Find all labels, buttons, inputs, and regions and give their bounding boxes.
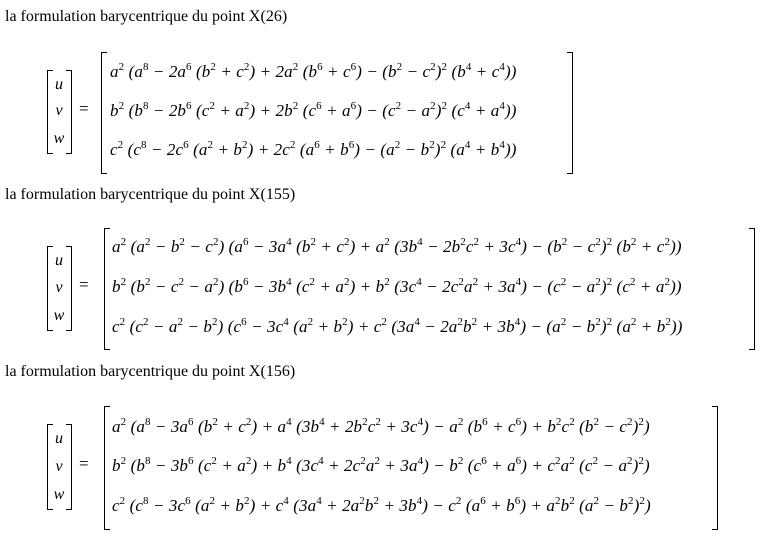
equation-row-v: $b^2$ $(b^2 - c^2 - a^2) (b^6 - 3b^4$ $(c^2 + a^2) + b^2$ $(3c^4 - 2c^2a^2 + 3a^4) - (c^2 - a^2)^2$ $(c^2 + a^2)$) [112,276,682,296]
matrix-right-bracket [567,52,573,174]
equation-row-v: $b^2$ ($b^8 - 2b^6$ $(c^2 + a^2) + 2b^2$ $(c^6 + a^6) - (c^2 - a^2)^2$ $(c^4 + a^4)$) [110,100,517,120]
vector-right-bracket [66,70,72,154]
vector-w: w [53,486,65,503]
vector-w: w [53,130,65,147]
vector-uvw [52,424,66,508]
equation-row-w: $c^2$ $(c^2 - a^2 - b^2) (c^6 - 3c^4$ $(a^2 + b^2) + c^2$ $(3a^4 - 2a^2b^2 + 3b^4) - (a^2 - b^2)^2$ $(a^2 + b^2)$) [112,316,683,336]
equation-row-u: $a^2$ ($a^8 - 2a^6$ $(b^2 + c^2) + 2a^2$ $(b^6 + c^6) - (b^2 - c^2)^2$ $(b^4 + c^4)$) [110,61,517,81]
vector-u: u [55,252,63,269]
vector-uvw [52,70,66,152]
equals-sign: = [79,275,89,294]
vector-right-bracket [66,424,72,510]
vector-w: w [53,307,65,324]
matrix-right-bracket [749,228,755,350]
vector-u: u [55,430,63,447]
equation-row-u: $a^2$ $(a^2 - b^2 - c^2) (a^6 - 3a^4$ $(b^2 + c^2) + a^2$ $(3b^4 - 2b^2c^2 + 3c^4) - (b^2 - c^2)^2$ $(b^2 + c^2)$) [112,236,682,256]
equation-row-w: $c^2$ ($c^8 - 3c^6$ $(a^2 + b^2) + c^4$ $(3a^4 + 2a^2b^2 + 3b^4) - c^2$ $(a^6 + b^6) + a^2b^2$ $(a^2 - b^2)^2$) [112,495,651,515]
section-heading-x155: la formulation barycentrique du point X(155) [5,186,296,203]
matrix-left-bracket [101,52,107,174]
section-heading-x156: la formulation barycentrique du point X(156) [5,363,296,380]
section-heading-x26: la formulation barycentrique du point X(26) [5,8,288,25]
equals-sign: = [79,99,89,118]
vector-right-bracket [66,246,72,331]
vector-v: v [55,102,63,119]
vector-uvw [52,246,66,329]
equation-row-v: $b^2$ ($b^8 - 3b^6$ $(c^2 + a^2) + b^4$ $(3c^4 + 2c^2a^2 + 3a^4) - b^2$ $(c^6 + a^6) + c^2a^2$ $(c^2 - a^2)^2$) [112,455,650,475]
equation-row-w: $c^2$ ($c^8 - 2c^6$ $(a^2 + b^2) + 2c^2$ $(a^6 + b^6) - (a^2 - b^2)^2$ $(a^4 + b^4)$) [110,139,517,159]
vector-v: v [55,279,63,296]
equation-row-u: $a^2$ ($a^8 - 3a^6$ $(b^2 + c^2) + a^4$ $(3b^4 + 2b^2c^2 + 3c^4) - a^2$ $(b^6 + c^6) + b^2c^2$ $(b^2 - c^2)^2$) [112,416,650,436]
matrix-right-bracket [712,406,718,530]
matrix-left-bracket [104,406,110,530]
vector-u: u [55,76,63,93]
matrix-left-bracket [104,228,110,350]
vector-v: v [55,458,63,475]
equals-sign: = [79,454,89,473]
